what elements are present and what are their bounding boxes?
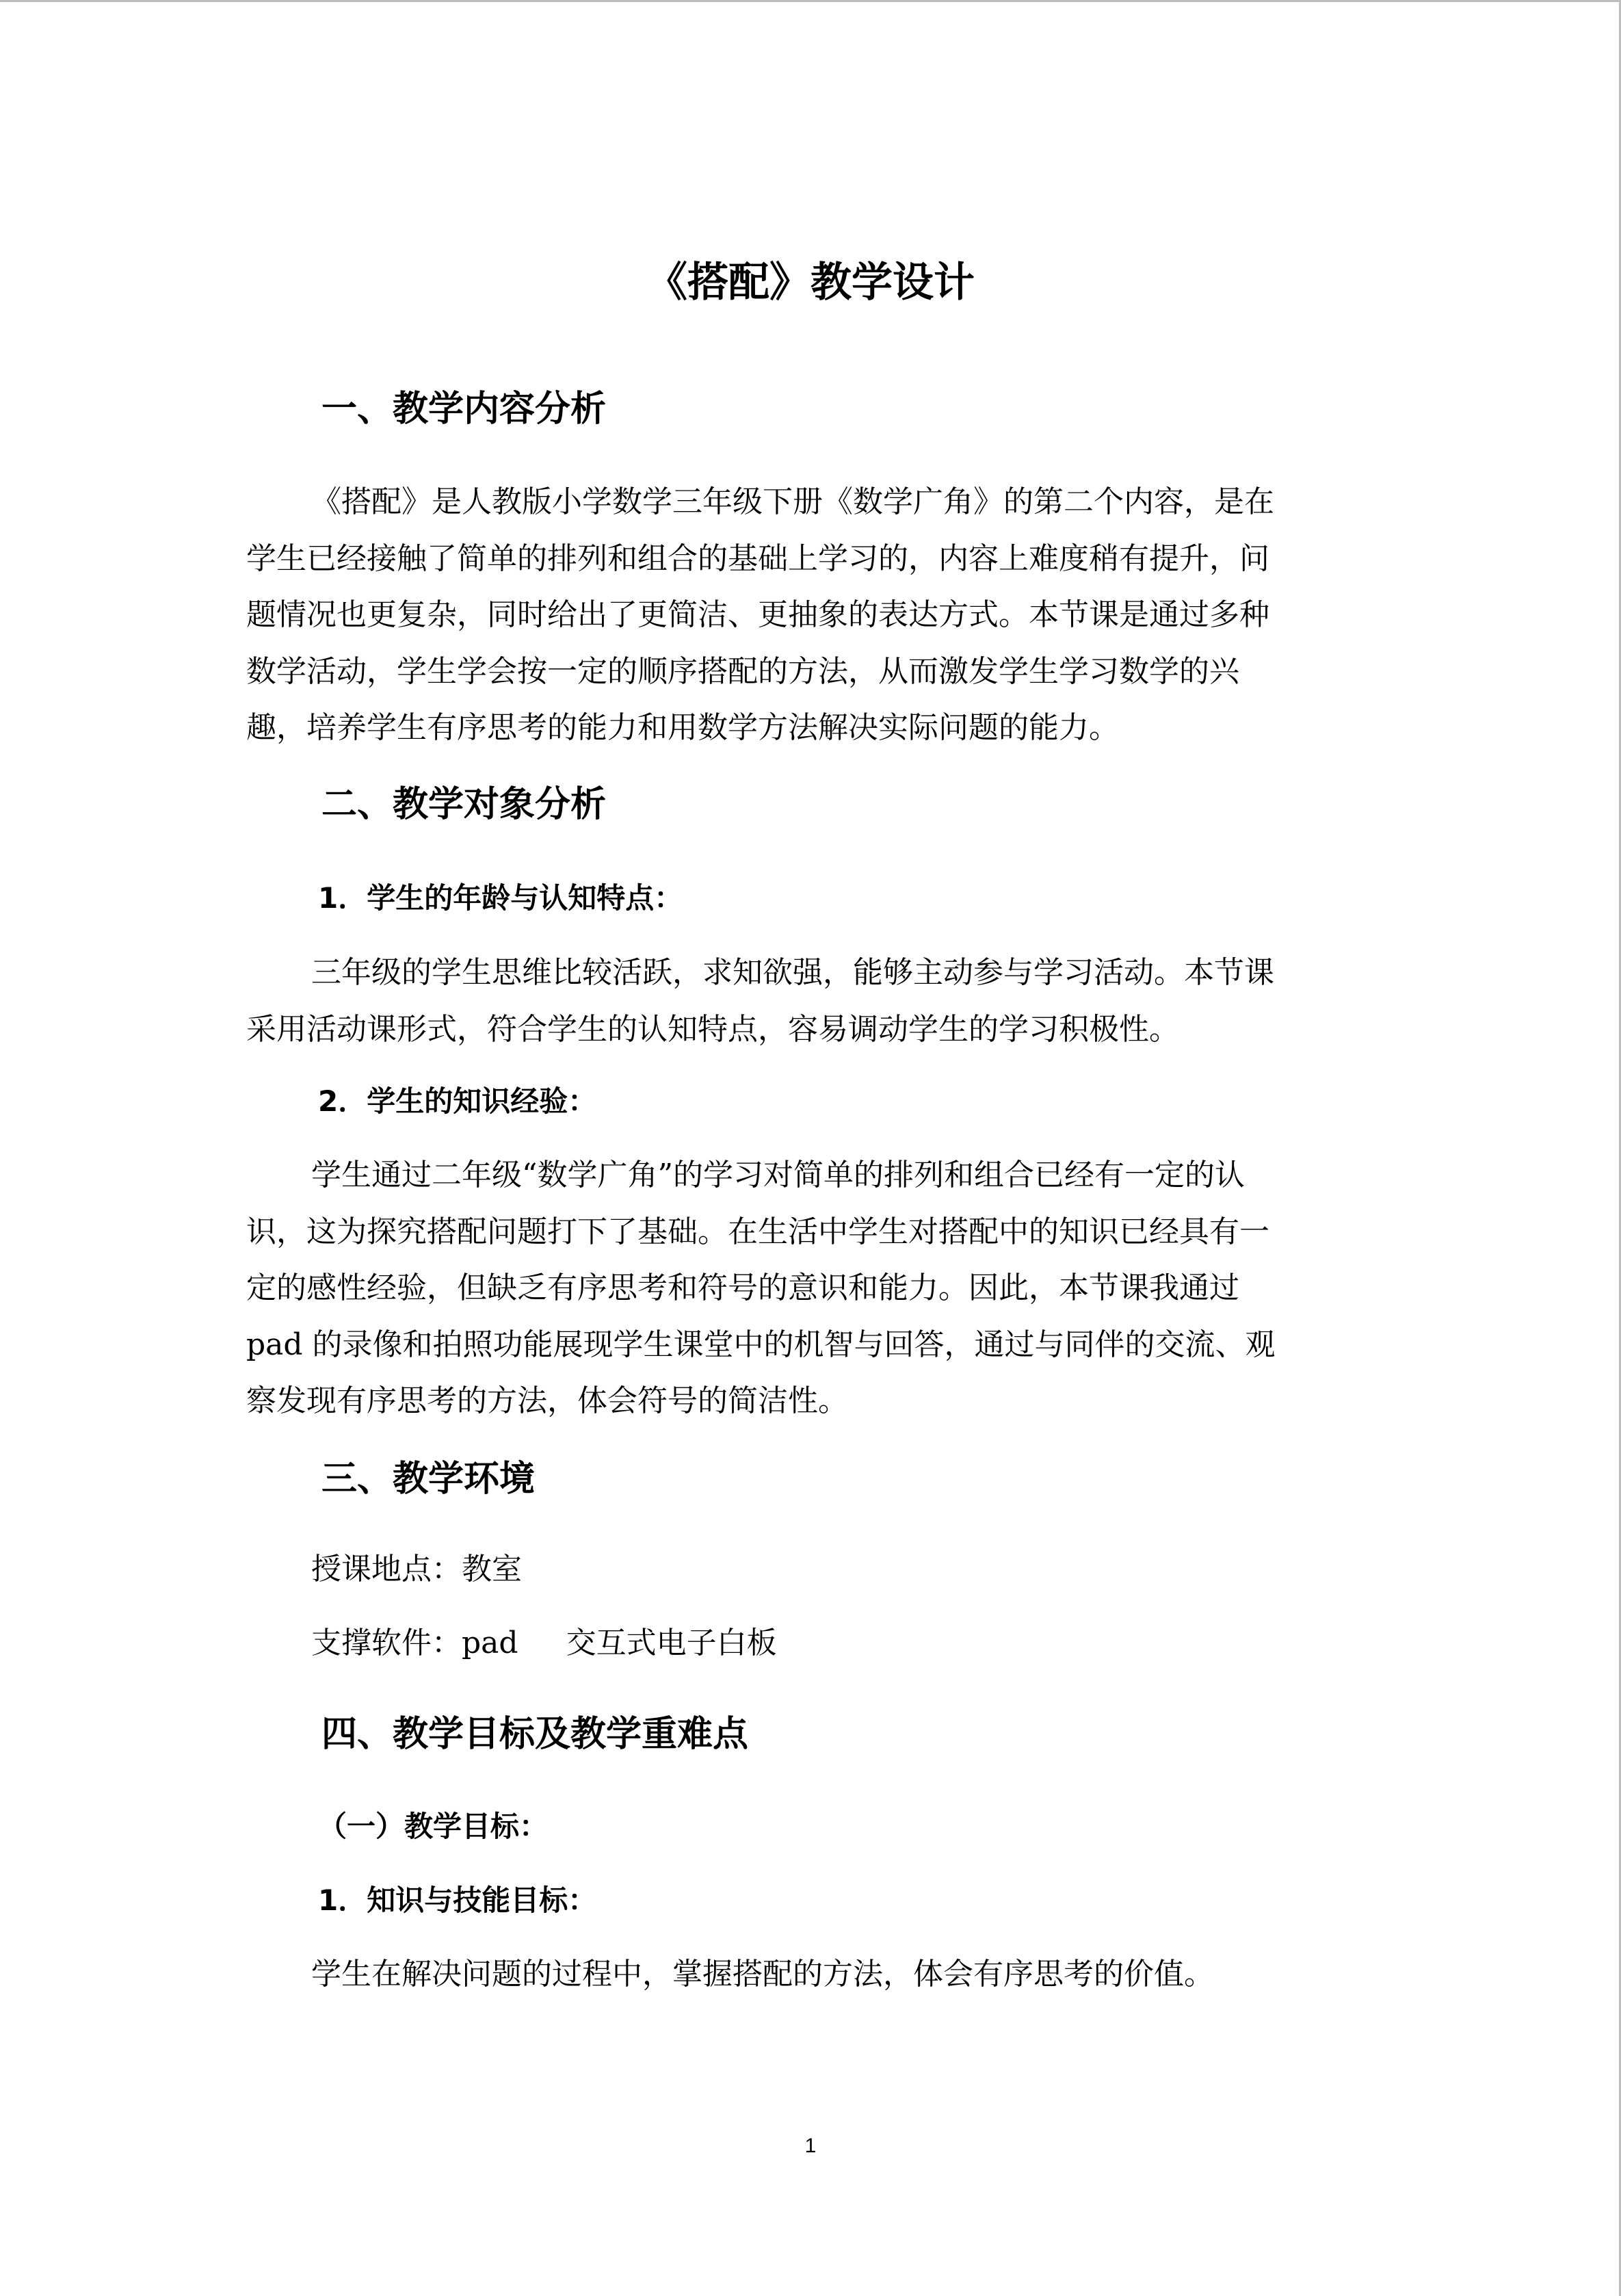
section-heading-3: 三、教学环境	[321, 1459, 536, 1500]
paragraph-line: 察发现有序思考的方法，体会符号的简洁性。	[246, 1383, 848, 1418]
section-heading-4: 四、教学目标及教学重难点	[321, 1714, 749, 1755]
subheading-teaching-goals: （一）教学目标：	[318, 1810, 549, 1843]
paragraph-line: 数学活动，学生学会按一定的顺序搭配的方法，从而激发学生学习数学的兴	[246, 653, 1239, 689]
support-software-extra: 交互式电子白板	[566, 1626, 777, 1660]
paragraph-line: 识，这为探究搭配问题打下了基础。在生活中学生对搭配中的知识已经具有一	[246, 1214, 1269, 1249]
document-title: 《搭配》教学设计	[646, 259, 975, 306]
subheading-knowledge-experience: 2．学生的知识经验：	[318, 1084, 597, 1118]
paragraph-line: 学生通过二年级“数学广角”的学习对简单的排列和组合已经有一定的认	[311, 1158, 1245, 1192]
paragraph-line: 《搭配》是人教版小学数学三年级下册《数学广角》的第二个内容，是在	[311, 484, 1274, 519]
paragraph-line: 趣，培养学生有序思考的能力和用数学方法解决实际问题的能力。	[246, 710, 1119, 745]
paragraph-knowledge-experience	[246, 1147, 1368, 1430]
subheading-knowledge-skill-goals: 1．知识与技能目标：	[318, 1883, 597, 1917]
subheading-age-cognition: 1．学生的年龄与认知特点：	[318, 881, 683, 915]
support-software-label: 支撑软件：pad	[311, 1626, 518, 1660]
page-top-border	[0, 0, 1621, 2]
paragraph-line: 定的感性经验，但缺乏有序思考和符号的意识和能力。因此，本节课我通过	[246, 1270, 1239, 1305]
paragraph-content-analysis	[246, 474, 1368, 757]
section-heading-2: 二、教学对象分析	[321, 784, 607, 825]
paragraph-age-cognition	[246, 945, 1368, 1058]
knowledge-skill-goal-text: 学生在解决问题的过程中，掌握搭配的方法，体会有序思考的价值。	[311, 1957, 1214, 1992]
paragraph-line: 三年级的学生思维比较活跃，求知欲强，能够主动参与学习活动。本节课	[311, 955, 1274, 990]
paragraph-line: pad 的录像和拍照功能展现学生课堂中的机智与回答，通过与同伴的交流、观	[246, 1327, 1276, 1362]
teaching-place: 授课地点：教室	[311, 1552, 522, 1587]
paragraph-line: 学生已经接触了简单的排列和组合的基础上学习的，内容上难度稍有提升，问	[246, 540, 1269, 576]
support-software	[311, 1623, 777, 1664]
page-number: 1	[804, 2135, 817, 2157]
paragraph-line: 采用活动课形式，符合学生的认知特点，容易调动学生的学习积极性。	[246, 1011, 1179, 1047]
section-heading-1: 一、教学内容分析	[321, 389, 607, 430]
paragraph-line: 题情况也更复杂，同时给出了更简洁、更抽象的表达方式。本节课是通过多种	[246, 597, 1269, 632]
